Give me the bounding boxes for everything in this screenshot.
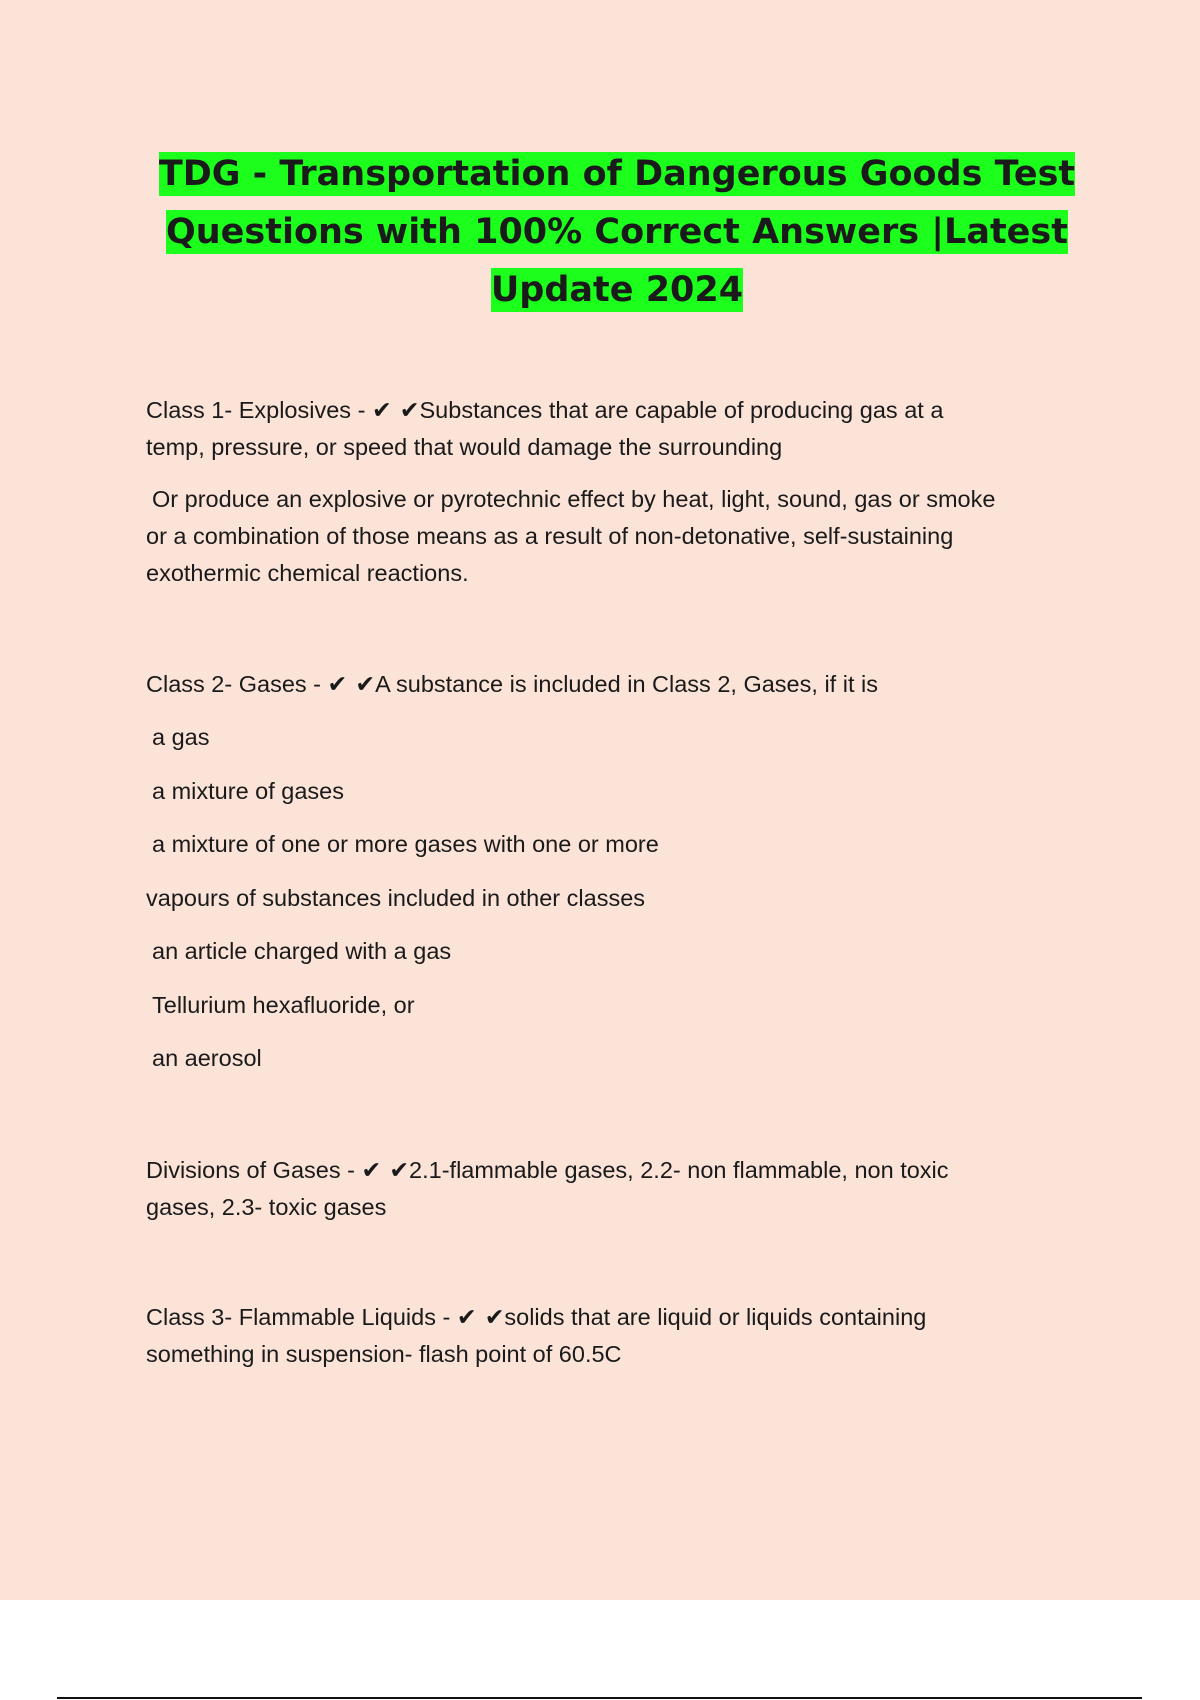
list-item: an article charged with a gas	[152, 938, 452, 964]
entry-definition: Substances that are capable of producing gas at a	[419, 397, 944, 423]
flashcard-list	[146, 392, 1086, 1373]
list-item: an aerosol	[152, 1045, 262, 1071]
list-item: vapours of substances included in other classes	[146, 884, 646, 911]
entry-definition: gases, 2.3- toxic gases	[146, 1193, 387, 1220]
check-marks-icon: ✔ ✔	[361, 1155, 410, 1184]
flashcard-gas-divisions	[146, 1152, 1086, 1226]
check-marks-icon: ✔ ✔	[371, 396, 420, 424]
entry-definition: A substance is included in Class 2, Gases, if it is	[375, 671, 878, 697]
document-title	[150, 145, 1084, 319]
check-marks-icon: ✔ ✔	[327, 670, 376, 698]
entry-definition: temp, pressure, or speed that would damage the surrounding	[146, 434, 783, 460]
entry-definition: 2.1-flammable gases, 2.2- non flammable, non toxic	[409, 1156, 949, 1183]
list-item: a mixture of gases	[152, 777, 345, 804]
flashcard-class-2	[146, 666, 1086, 1086]
list-item: Tellurium hexafluoride, or	[152, 991, 415, 1018]
list-item: a gas	[152, 724, 210, 750]
entry-definition: or a combination of those means as a result of non-detonative, self-sustaining	[146, 523, 954, 549]
entry-first-line	[146, 1299, 1086, 1336]
entry-definition: something in suspension- flash point of 60.5C	[146, 1340, 622, 1367]
title-line: Update 2024	[490, 270, 744, 310]
entry-first-line	[146, 1152, 1086, 1189]
entry-first-line	[146, 392, 1086, 429]
list-item: a mixture of one or more gases with one or more	[152, 831, 659, 857]
entry-term: Class 3- Flammable Liquids -	[146, 1303, 451, 1330]
entry-definition: Or produce an explosive or pyrotechnic effect by heat, light, sound, gas or smoke	[152, 486, 996, 512]
flashcard-class-3	[146, 1299, 1086, 1373]
entry-term: Class 2- Gases -	[146, 671, 321, 697]
entry-first-line	[146, 666, 1086, 703]
title-line: Questions with 100% Correct Answers |Latest	[165, 212, 1068, 252]
entry-definition: solids that are liquid or liquids containing	[504, 1303, 927, 1330]
entry-term: Divisions of Gases -	[146, 1156, 355, 1183]
flashcard-class-1	[146, 392, 1086, 592]
entry-term: Class 1- Explosives -	[146, 397, 366, 423]
gas-criteria-list	[146, 711, 1086, 1086]
footer-divider	[57, 1697, 1142, 1699]
title-line: TDG - Transportation of Dangerous Goods Test	[158, 154, 1076, 194]
check-marks-icon: ✔ ✔	[456, 1302, 505, 1331]
entry-definition: exothermic chemical reactions.	[146, 560, 469, 586]
